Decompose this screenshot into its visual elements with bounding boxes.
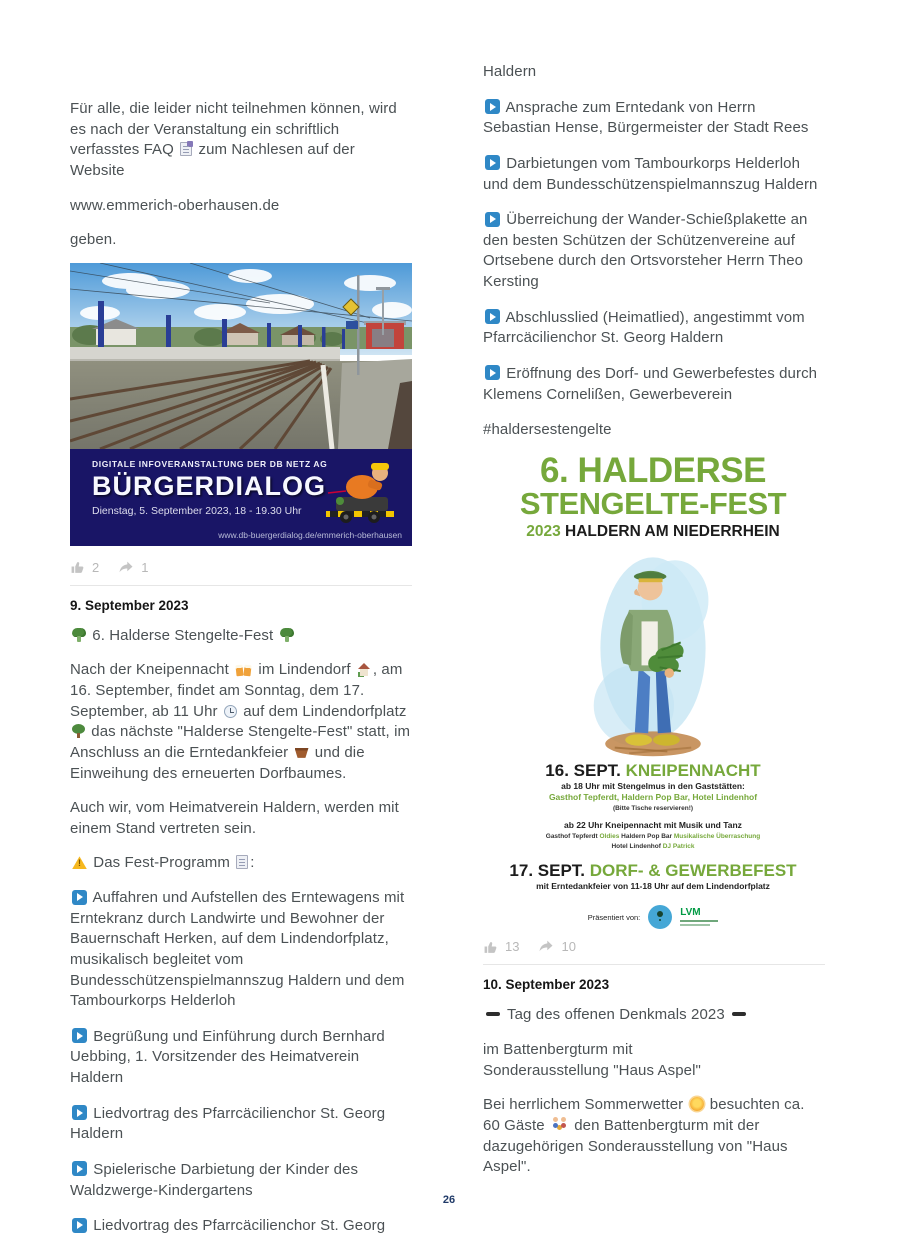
right-column — [483, 0, 825, 1192]
thumbs-up-icon[interactable] — [483, 940, 498, 954]
share-icon[interactable] — [118, 561, 134, 574]
poster-title-line1: 6. HALDERSE — [540, 450, 766, 490]
lvm-logo — [680, 908, 718, 926]
fest-title: 6. Halderse Stengelte-Fest — [70, 626, 412, 647]
play-icon — [72, 1028, 87, 1043]
program-item: Abschlusslied (Heimatlied), angestimmt vom Pfarrcäcilienchor St. Georg Haldern — [483, 308, 805, 347]
program-item: Darbietungen vom Tambourkorps Helderloh und dem Bundesschützenspielmannszug Haldern — [483, 154, 818, 193]
poster-location: HALDERN AM NIEDERRHEIN — [560, 522, 780, 540]
like-row — [70, 560, 412, 575]
basket-icon — [295, 748, 309, 758]
intro-paragraph: Für alle, die leider nicht teilnehmen können, wird es nach der Veranstaltung ein schriftlich verfasstes FAQ zum Nachlesen auf der Website — [70, 100, 397, 179]
receipt-icon — [236, 855, 248, 869]
highlight-text: Musikalische Überraschung — [673, 833, 761, 841]
share-count: 10 — [561, 939, 576, 955]
construction-worker-cartoon — [316, 453, 408, 529]
sun-icon — [690, 1097, 704, 1111]
poster-line: Hotel Lindenhof DJ Patrick — [611, 842, 695, 850]
station-photo — [70, 263, 412, 449]
share-count: 1 — [141, 559, 149, 575]
family-icon — [551, 1117, 568, 1132]
continuation-text: Haldern — [483, 63, 537, 80]
buergerdialog-post-image[interactable] — [70, 263, 412, 546]
warning-icon — [72, 856, 87, 869]
play-icon — [72, 1161, 87, 1176]
banner-kicker: DIGITALE INFOVERANSTALTUNG DER DB NETZ AG — [92, 458, 328, 469]
broccoli-icon — [72, 628, 86, 642]
program-item: Begrüßung und Einführung durch Bernhard Uebbing, 1. Vorsitzender des Heimatverein Haldern — [70, 1027, 385, 1086]
page-icon — [180, 142, 192, 156]
program-item: Spielerische Darbietung der Kinder des Waldzwerge-Kindergartens — [70, 1160, 359, 1199]
play-icon — [72, 1218, 87, 1233]
denkmal-title: Tag des offenen Denkmals 2023 — [483, 1005, 825, 1026]
banner-title: BÜRGERDIALOG — [92, 470, 326, 501]
like-row — [483, 939, 825, 954]
battenbergturm-paragraph: im Battenbergturm mit Sonderausstellung "Haus Aspel" — [483, 1041, 701, 1079]
program-item: Ansprache zum Erntedank von Herrn Sebastian Hense, Bürgermeister der Stadt Rees — [483, 98, 809, 137]
date-heading: 10. September 2023 — [483, 977, 610, 993]
fest-paragraph: Nach der Kneipennacht im Lindendorf , am 16. September, findet am Sonntag, dem 17. September, ab 11 Uhr auf dem Lindendorfplatz das nächste "Halderse Stengelte-Fest" statt, im Anschluss an die Erntedankfeier und die Einweihung des erneuerten Dorfbaumes. — [70, 661, 411, 782]
post-divider — [483, 964, 825, 965]
poster-line: Gasthof Tepferdt, Haldern Pop Bar, Hotel Lindenhof — [548, 792, 758, 803]
poster-line: mit Erntedankfeier von 11-18 Uhr auf dem Lindendorfplatz — [536, 880, 770, 891]
stand-paragraph: Auch wir, vom Heimatverein Haldern, werden mit einem Stand vertreten sein. — [70, 799, 399, 837]
date-16: 16. SEPT. — [545, 760, 626, 780]
play-icon — [485, 212, 500, 227]
sommerwetter-paragraph: Bei herrlichem Sommerwetter besuchten ca. 60 Gäste den Battenbergturm mit der dazugehörigen Sonderausstellung von "Haus Aspel". — [483, 1096, 805, 1176]
play-icon — [72, 1105, 87, 1120]
poster-line: ab 18 Uhr mit Stengelmus in den Gaststätten: — [561, 780, 745, 791]
poster-title-line2: STENGELTE-FEST — [519, 486, 787, 522]
minus-icon — [486, 1012, 500, 1016]
play-icon — [485, 155, 500, 170]
program-item: Liedvortrag des Pfarrcäcilienchor St. Georg — [70, 1216, 412, 1237]
gewerbefest-heading — [497, 861, 809, 881]
presented-by-label: Präsentiert von: — [587, 912, 641, 922]
house-icon — [357, 663, 371, 676]
stengelte-fest-poster[interactable] — [497, 450, 809, 930]
poster-line: (Bitte Tische reservieren!) — [612, 804, 694, 812]
date-17: 17. SEPT. — [509, 861, 590, 881]
play-icon — [485, 365, 500, 380]
kneipennacht-heading — [497, 761, 809, 781]
play-icon — [485, 309, 500, 324]
geben-text: geben. — [70, 231, 117, 249]
like-count: 13 — [505, 939, 520, 955]
date-heading: 9. September 2023 — [70, 597, 189, 613]
banner-url: www.db-buergerdialog.de/emmerich-oberhausen — [218, 529, 402, 540]
minus-icon — [732, 1012, 746, 1016]
play-icon — [485, 99, 500, 114]
highlight-text: Oldies — [599, 833, 620, 841]
like-count: 2 — [92, 559, 100, 575]
event-kneipennacht: KNEIPENNACHT — [625, 760, 761, 780]
broccoli-icon — [280, 628, 294, 642]
program-item: Liedvortrag des Pfarrcäcilienchor St. Georg Haldern — [70, 1104, 386, 1143]
event-gewerbefest: DORF- & GEWERBEFEST — [589, 861, 797, 881]
share-icon[interactable] — [538, 940, 554, 953]
tree-icon — [72, 724, 85, 738]
left-column — [70, 0, 412, 1252]
play-icon — [72, 890, 87, 905]
poster-line: Gasthof Tepferdt Oldies Haldern Pop Bar Musikalische Überraschung — [545, 833, 761, 841]
beer-icon — [235, 663, 252, 676]
buergerdialog-banner — [70, 449, 412, 546]
poster-year: 2023 — [526, 522, 561, 540]
farmer-illustration — [578, 543, 728, 761]
programm-heading: ! Das Fest-Programm : — [70, 853, 412, 874]
program-item: Auffahren und Aufstellen des Erntewagens mit Erntekranz durch Landwirte und Bewohner der Bauernschaft Herken, auf dem Lindendorfplatz, musikalisch begleitet vom Bundesschützenspielmannszug Haldern und dem Tambourkorps Helderloh — [70, 889, 405, 1010]
poster-subtitle — [497, 523, 809, 541]
thumbs-up-icon[interactable] — [70, 560, 85, 574]
lvm-text: LVM — [680, 907, 701, 919]
presented-by-row — [497, 905, 809, 929]
post-divider — [70, 585, 412, 586]
website-link[interactable]: www.emmerich-oberhausen.de — [70, 196, 280, 214]
clock-icon — [224, 705, 237, 718]
heimatverein-logo — [648, 905, 672, 929]
banner-date: Dienstag, 5. September 2023, 18 - 19.30 Uhr — [92, 504, 302, 517]
page-number: 26 — [442, 1194, 456, 1206]
poster-line: ab 22 Uhr Kneipennacht mit Musik und Tanz — [564, 820, 742, 831]
highlight-text: DJ Patrick — [662, 842, 695, 850]
hashtag[interactable]: #haldersestengelte — [483, 421, 612, 439]
program-item: Überreichung der Wander-Schießplakette an den besten Schützen der Schützenvereine auf Ortsebene durch den Ortsvorsteher Herrn Theo Kersting — [483, 211, 808, 290]
program-item: Eröffnung des Dorf- und Gewerbefestes durch Klemens Cornelißen, Gewerbeverein — [483, 364, 818, 403]
